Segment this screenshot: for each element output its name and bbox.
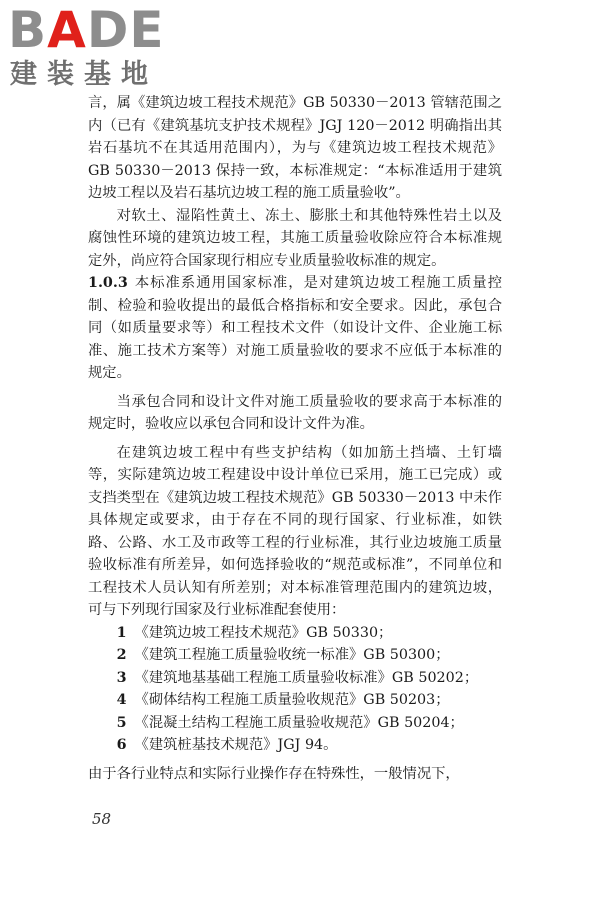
list-item: 5 《混凝土结构工程施工质量验收规范》GB 50204； xyxy=(116,714,464,731)
standards-list xyxy=(88,622,502,757)
logo-subtitle: 建装基地 xyxy=(10,59,158,90)
paragraph: 在建筑边坡工程中有些支护结构（如加筋土挡墙、土钉墙等，实际建筑边坡工程建设中设计单位已采用，施工已完成）或支挡类型在《建筑边坡工程技术规范》GB 50330－2013 中未作具体规定或要求，由于存在不同的现行国家、行业标准，如铁路、公路、水工及市政等工程的行业标准，其行业边坡施工质量验收标准有所差异，如何选择验收的“规范或标准”，不同单位和工程技术人员认知有所差别；对本标准管理范围内的建筑边坡，可与下列现行国家及行业标准配套使用： xyxy=(88,444,502,618)
page-number: 58 xyxy=(92,810,112,828)
paragraph-closing: 由于各行业特点和实际行业操作存在特殊性，一般情况下， xyxy=(88,765,460,782)
paragraph: 对软土、湿陷性黄土、冻土、膨胀土和其他特殊性岩土以及腐蚀性环境的建筑边坡工程，其施工质量验收除应符合本标准规定外，尚应符合国家现行相应专业质量验收标准的规定。 xyxy=(88,207,502,269)
bade-logo xyxy=(8,2,178,94)
list-item: 3 《建筑地基基础工程施工质量验收标准》GB 50202； xyxy=(116,669,479,686)
paragraph-continuation: 言，属《建筑边坡工程技术规范》GB 50330－2013 管辖范围之内（已有《建筑基坑支护技术规程》JGJ 120－2012 明确指出其岩石基坑不在其适用范围内），为与《建筑边坡工程技术规范》GB 50330－2013 保持一致，本标准规定：“本标准适用于建筑边坡工程以及岩石基坑边坡工程的施工质量验收”。 xyxy=(88,95,502,201)
clause-number: 1.0.3 xyxy=(88,275,128,291)
list-item: 1 《建筑边坡工程技术规范》GB 50330； xyxy=(116,624,393,641)
list-item: 2 《建筑工程施工质量验收统一标准》GB 50300； xyxy=(116,647,450,663)
list-item: 6 《建筑桩基技术规范》JGJ 94。 xyxy=(116,737,338,753)
list-item: 4 《砌体结构工程施工质量验收规范》GB 50203； xyxy=(116,692,450,708)
document-body xyxy=(88,92,502,785)
paragraph: 当承包合同和设计文件对施工质量验收的要求高于本标准的规定时，验收应以承包合同和设计文件为准。 xyxy=(88,393,502,432)
logo-wordmark: BADE xyxy=(8,1,165,59)
clause-text: 本标准系通用国家标准，是对建筑边坡工程施工质量控制、检验和验收提出的最低合格指标和安全要求。因此，承包合同（如质量要求等）和工程技术文件（如设计文件、企业施工标准、施工技术方案等）对施工质量验收的要求不应低于本标准的规定。 xyxy=(88,275,502,381)
clause-1-0-3 xyxy=(88,272,502,385)
